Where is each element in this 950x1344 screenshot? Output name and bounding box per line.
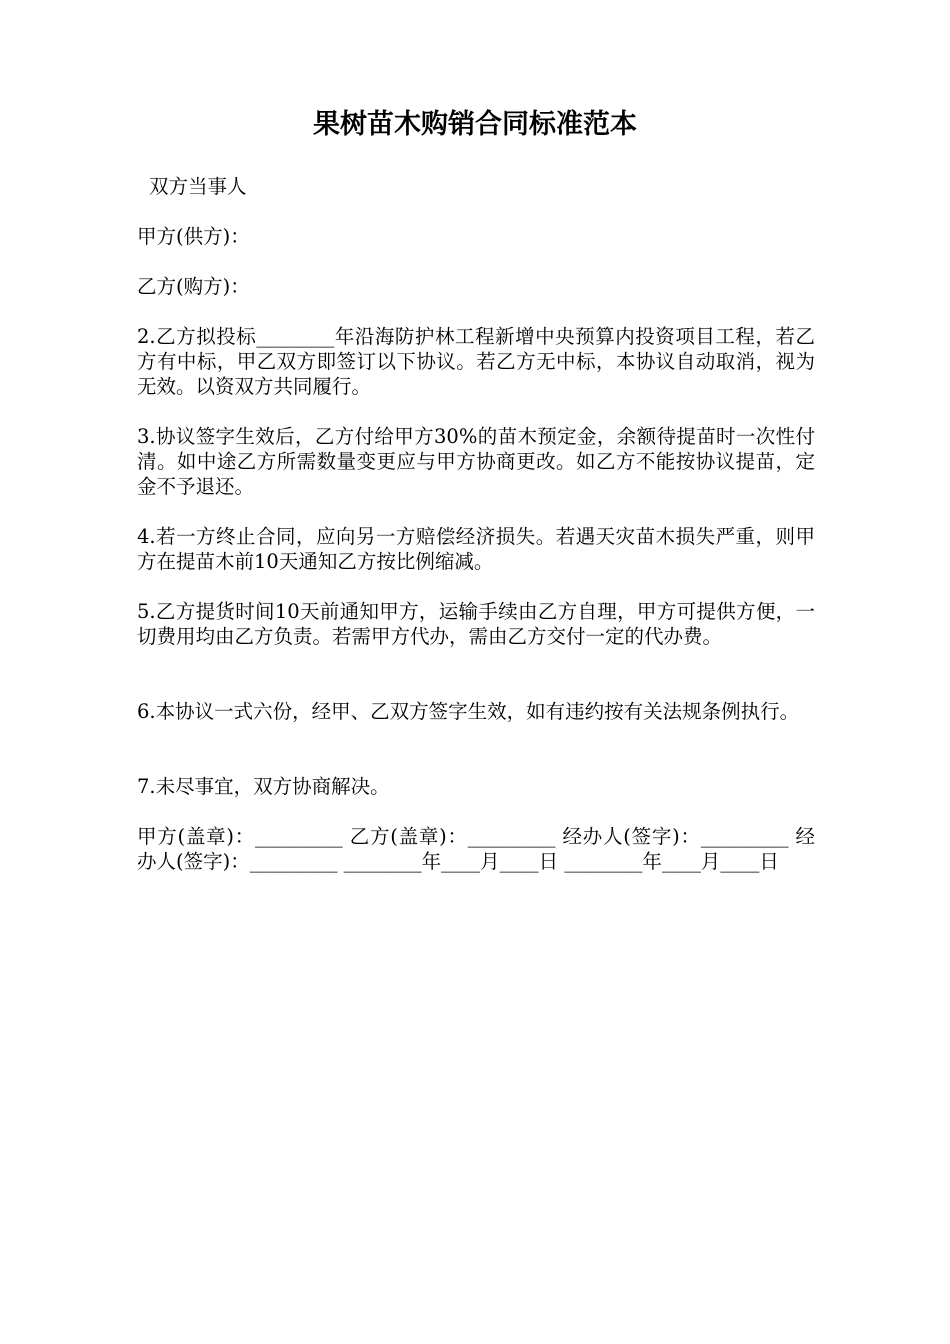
party-b-line: 乙方(购方)： (137, 275, 250, 298)
party-a-line: 甲方(供方)： (137, 225, 250, 248)
clause-4: 4.若一方终止合同，应向另一方赔偿经济损失。若遇天灾苗木损失严重，则甲方在提苗木前10天通知乙方按比例缩减。 (137, 525, 815, 573)
signature-block: 甲方(盖章)：_________ 乙方(盖章)：_________ 经办人(签字)：_________ 经办人(签字)：_________ ________年____月____日 ________年____月____日 (137, 825, 815, 873)
parties-heading: 双方当事人 (149, 175, 247, 198)
clause-5: 5.乙方提货时间10天前通知甲方，运输手续由乙方自理，甲方可提供方便，一切费用均由乙方负责。若需甲方代办，需由乙方交付一定的代办费。 (137, 600, 815, 648)
clause-6: 6.本协议一式六份，经甲、乙双方签字生效，如有违约按有关法规条例执行。 (137, 700, 800, 723)
document-title: 果树苗木购销合同标准范本 (313, 109, 637, 140)
clause-7: 7.未尽事宜，双方协商解决。 (137, 775, 390, 798)
clause-3: 3.协议签字生效后，乙方付给甲方30%的苗木预定金，余额待提苗时一次性付清。如中途乙方所需数量变更应与甲方协商更改。如乙方不能按协议提苗，定金不予退还。 (137, 425, 815, 498)
clause-2: 2.乙方拟投标________年沿海防护林工程新增中央预算内投资项目工程，若乙方有中标，甲乙双方即签订以下协议。若乙方无中标，本协议自动取消，视为无效。以资双方共同履行。 (137, 325, 815, 398)
